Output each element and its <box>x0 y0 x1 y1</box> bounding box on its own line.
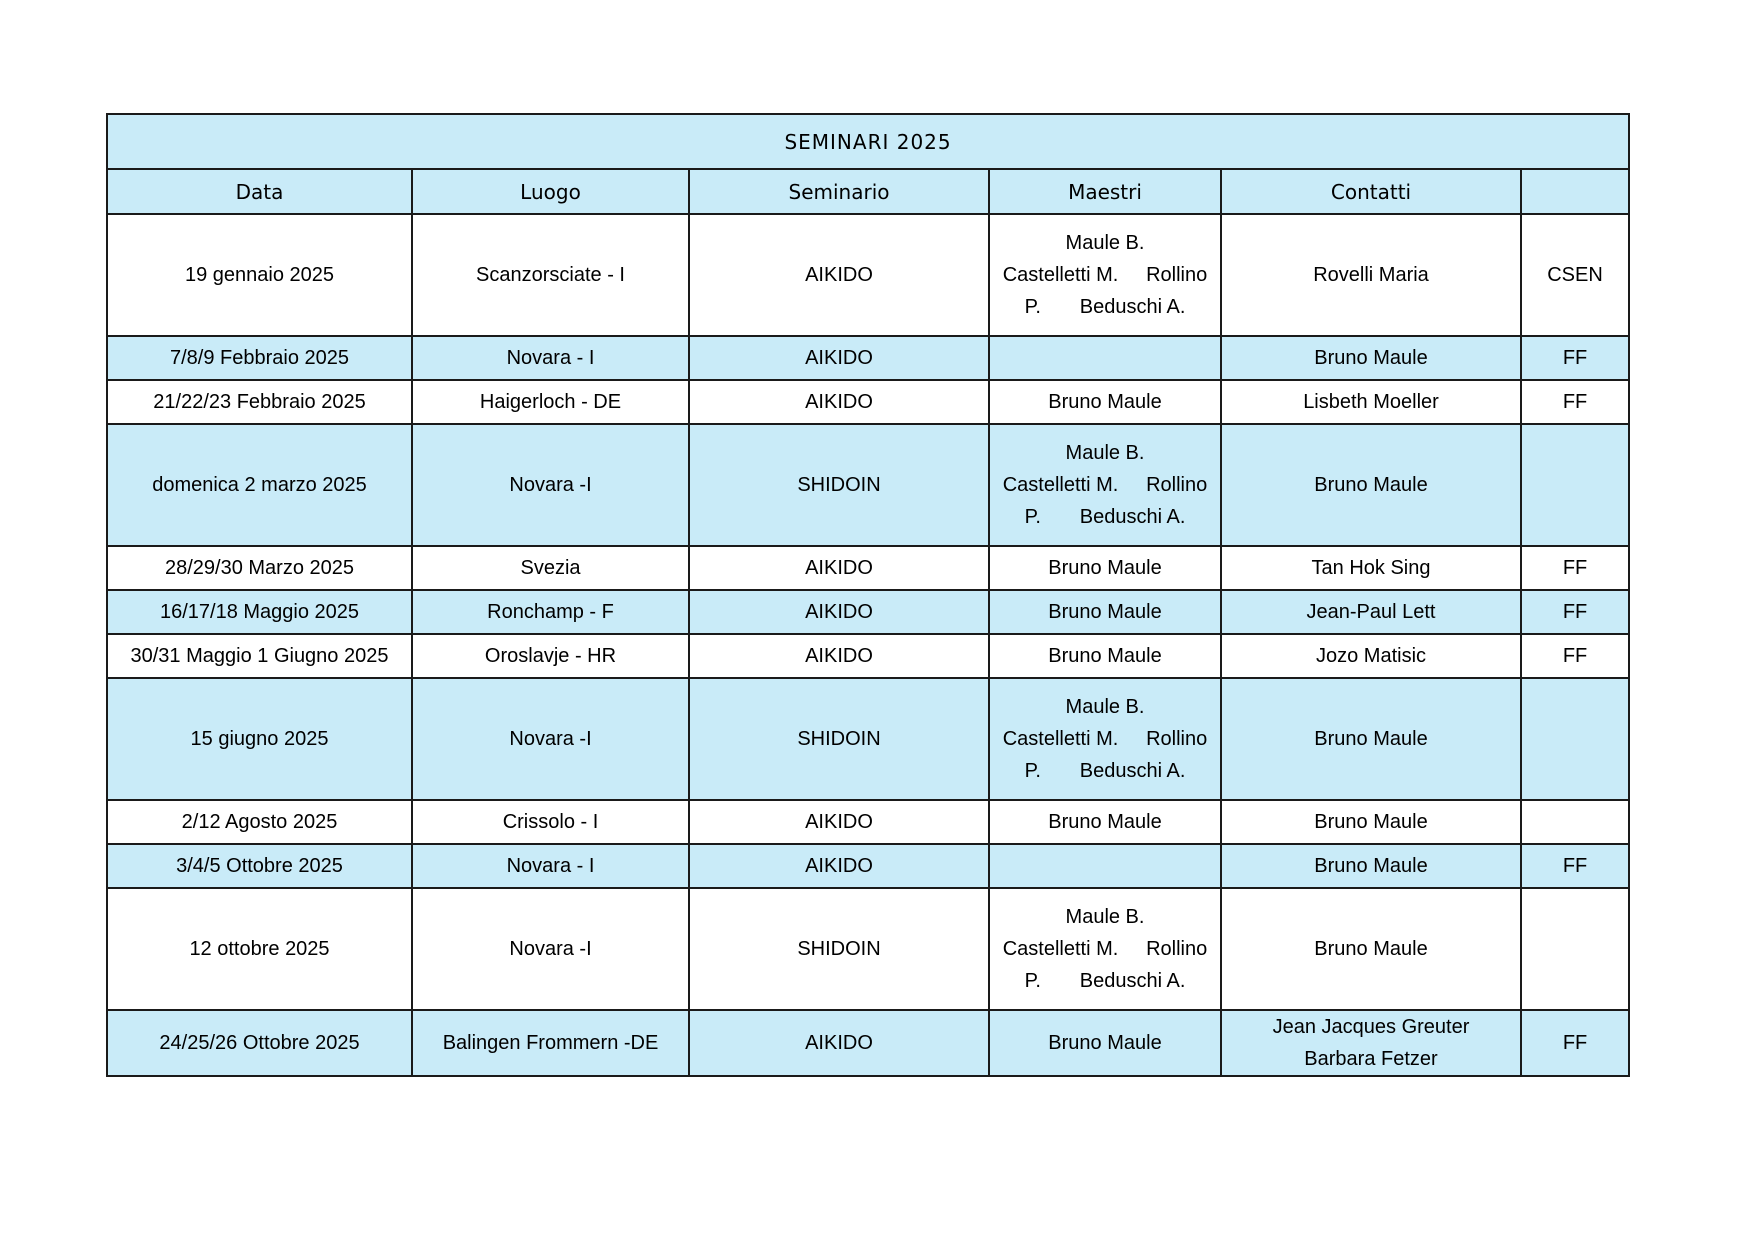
seminar-cell: AIKIDO <box>689 1010 989 1076</box>
federation-cell <box>1521 678 1629 800</box>
federation-cell <box>1521 424 1629 546</box>
master-line: P. Beduschi A. <box>1024 296 1186 318</box>
federation-cell: FF <box>1521 590 1629 634</box>
contact-line: Barbara Fetzer <box>1304 1048 1438 1070</box>
place-cell: Novara - I <box>412 336 689 380</box>
table-row <box>107 546 1629 590</box>
contact-line: Tan Hok Sing <box>1311 557 1431 579</box>
seminar-cell: AIKIDO <box>689 336 989 380</box>
title-row <box>107 114 1629 169</box>
contact-line: Bruno Maule <box>1314 728 1428 750</box>
contact-line: Lisbeth Moeller <box>1303 391 1439 413</box>
date-cell: 28/29/30 Marzo 2025 <box>107 546 412 590</box>
place-cell: Svezia <box>412 546 689 590</box>
masters-cell <box>989 546 1221 590</box>
header-row <box>107 169 1629 214</box>
master-line: Maule B. <box>1065 696 1145 718</box>
seminar-cell: AIKIDO <box>689 844 989 888</box>
place-cell: Novara - I <box>412 844 689 888</box>
contacts-cell <box>1221 888 1521 1010</box>
masters-cell <box>989 336 1221 380</box>
column-header-seminario: Seminario <box>689 169 989 214</box>
federation-cell: CSEN <box>1521 214 1629 336</box>
federation-cell: FF <box>1521 634 1629 678</box>
table-row <box>107 424 1629 546</box>
seminar-cell: AIKIDO <box>689 546 989 590</box>
table-title: SEMINARI 2025 <box>107 114 1629 169</box>
seminar-cell: AIKIDO <box>689 800 989 844</box>
seminar-cell: AIKIDO <box>689 590 989 634</box>
seminar-cell: SHIDOIN <box>689 888 989 1010</box>
seminar-cell: AIKIDO <box>689 214 989 336</box>
place-cell: Scanzorsciate - I <box>412 214 689 336</box>
federation-cell: FF <box>1521 336 1629 380</box>
seminar-cell: SHIDOIN <box>689 424 989 546</box>
contacts-cell <box>1221 546 1521 590</box>
column-header-maestri: Maestri <box>989 169 1221 214</box>
master-line: Maule B. <box>1065 442 1145 464</box>
column-header-contatti: Contatti <box>1221 169 1521 214</box>
column-header-ente <box>1521 169 1629 214</box>
contact-line: Jozo Matisic <box>1315 645 1427 667</box>
master-line: Bruno Maule <box>1048 811 1162 833</box>
date-cell: 21/22/23 Febbraio 2025 <box>107 380 412 424</box>
date-cell: 24/25/26 Ottobre 2025 <box>107 1010 412 1076</box>
master-line: P. Beduschi A. <box>1024 506 1186 528</box>
contacts-cell <box>1221 214 1521 336</box>
masters-cell <box>989 424 1221 546</box>
place-cell: Oroslavje - HR <box>412 634 689 678</box>
seminar-schedule-table <box>106 113 1630 1077</box>
table-row <box>107 678 1629 800</box>
seminar-cell: AIKIDO <box>689 380 989 424</box>
federation-cell <box>1521 800 1629 844</box>
master-line: Bruno Maule <box>1048 645 1162 667</box>
masters-cell <box>989 888 1221 1010</box>
seminar-cell: AIKIDO <box>689 634 989 678</box>
masters-cell <box>989 678 1221 800</box>
master-line: Castelletti M. Rollino <box>1002 938 1208 960</box>
masters-cell <box>989 844 1221 888</box>
contacts-cell <box>1221 380 1521 424</box>
table-body <box>107 214 1629 1076</box>
contacts-cell <box>1221 800 1521 844</box>
master-line: Bruno Maule <box>1048 557 1162 579</box>
master-line: P. Beduschi A. <box>1024 760 1186 782</box>
contacts-cell <box>1221 844 1521 888</box>
date-cell: 15 giugno 2025 <box>107 678 412 800</box>
masters-cell <box>989 800 1221 844</box>
contact-line: Bruno Maule <box>1314 855 1428 877</box>
master-line: Bruno Maule <box>1048 391 1162 413</box>
table-row <box>107 214 1629 336</box>
contacts-cell <box>1221 1010 1521 1076</box>
table-row <box>107 1010 1629 1076</box>
date-cell: 2/12 Agosto 2025 <box>107 800 412 844</box>
contact-line: Jean-Paul Lett <box>1306 601 1436 623</box>
place-cell: Crissolo - I <box>412 800 689 844</box>
date-cell: 3/4/5 Ottobre 2025 <box>107 844 412 888</box>
contacts-cell <box>1221 678 1521 800</box>
column-header-data: Data <box>107 169 412 214</box>
contact-line: Jean Jacques Greuter <box>1272 1016 1470 1038</box>
table-row <box>107 380 1629 424</box>
federation-cell: FF <box>1521 546 1629 590</box>
master-line: Castelletti M. Rollino <box>1002 264 1208 286</box>
federation-cell: FF <box>1521 380 1629 424</box>
date-cell: 16/17/18 Maggio 2025 <box>107 590 412 634</box>
table-row <box>107 336 1629 380</box>
master-line: Bruno Maule <box>1048 1032 1162 1054</box>
date-cell: domenica 2 marzo 2025 <box>107 424 412 546</box>
contact-line: Bruno Maule <box>1314 474 1428 496</box>
masters-cell <box>989 1010 1221 1076</box>
contact-line: Bruno Maule <box>1314 347 1428 369</box>
master-line: Maule B. <box>1065 906 1145 928</box>
masters-cell <box>989 214 1221 336</box>
date-cell: 7/8/9 Febbraio 2025 <box>107 336 412 380</box>
place-cell: Novara -I <box>412 888 689 1010</box>
master-line: Castelletti M. Rollino <box>1002 728 1208 750</box>
master-line: Maule B. <box>1065 232 1145 254</box>
federation-cell <box>1521 888 1629 1010</box>
place-cell: Balingen Frommern -DE <box>412 1010 689 1076</box>
contact-line: Bruno Maule <box>1314 938 1428 960</box>
contacts-cell <box>1221 424 1521 546</box>
table-row <box>107 800 1629 844</box>
table-row <box>107 634 1629 678</box>
master-line: Castelletti M. Rollino <box>1002 474 1208 496</box>
federation-cell: FF <box>1521 844 1629 888</box>
place-cell: Haigerloch - DE <box>412 380 689 424</box>
place-cell: Ronchamp - F <box>412 590 689 634</box>
date-cell: 30/31 Maggio 1 Giugno 2025 <box>107 634 412 678</box>
seminar-cell: SHIDOIN <box>689 678 989 800</box>
contacts-cell <box>1221 634 1521 678</box>
master-line: P. Beduschi A. <box>1024 970 1186 992</box>
master-line: Bruno Maule <box>1048 601 1162 623</box>
column-header-luogo: Luogo <box>412 169 689 214</box>
place-cell: Novara -I <box>412 678 689 800</box>
masters-cell <box>989 634 1221 678</box>
contacts-cell <box>1221 336 1521 380</box>
contact-line: Rovelli Maria <box>1313 264 1429 286</box>
contact-line: Bruno Maule <box>1314 811 1428 833</box>
federation-cell: FF <box>1521 1010 1629 1076</box>
place-cell: Novara -I <box>412 424 689 546</box>
masters-cell <box>989 380 1221 424</box>
date-cell: 19 gennaio 2025 <box>107 214 412 336</box>
table-row <box>107 590 1629 634</box>
table-row <box>107 888 1629 1010</box>
masters-cell <box>989 590 1221 634</box>
contacts-cell <box>1221 590 1521 634</box>
table-row <box>107 844 1629 888</box>
date-cell: 12 ottobre 2025 <box>107 888 412 1010</box>
